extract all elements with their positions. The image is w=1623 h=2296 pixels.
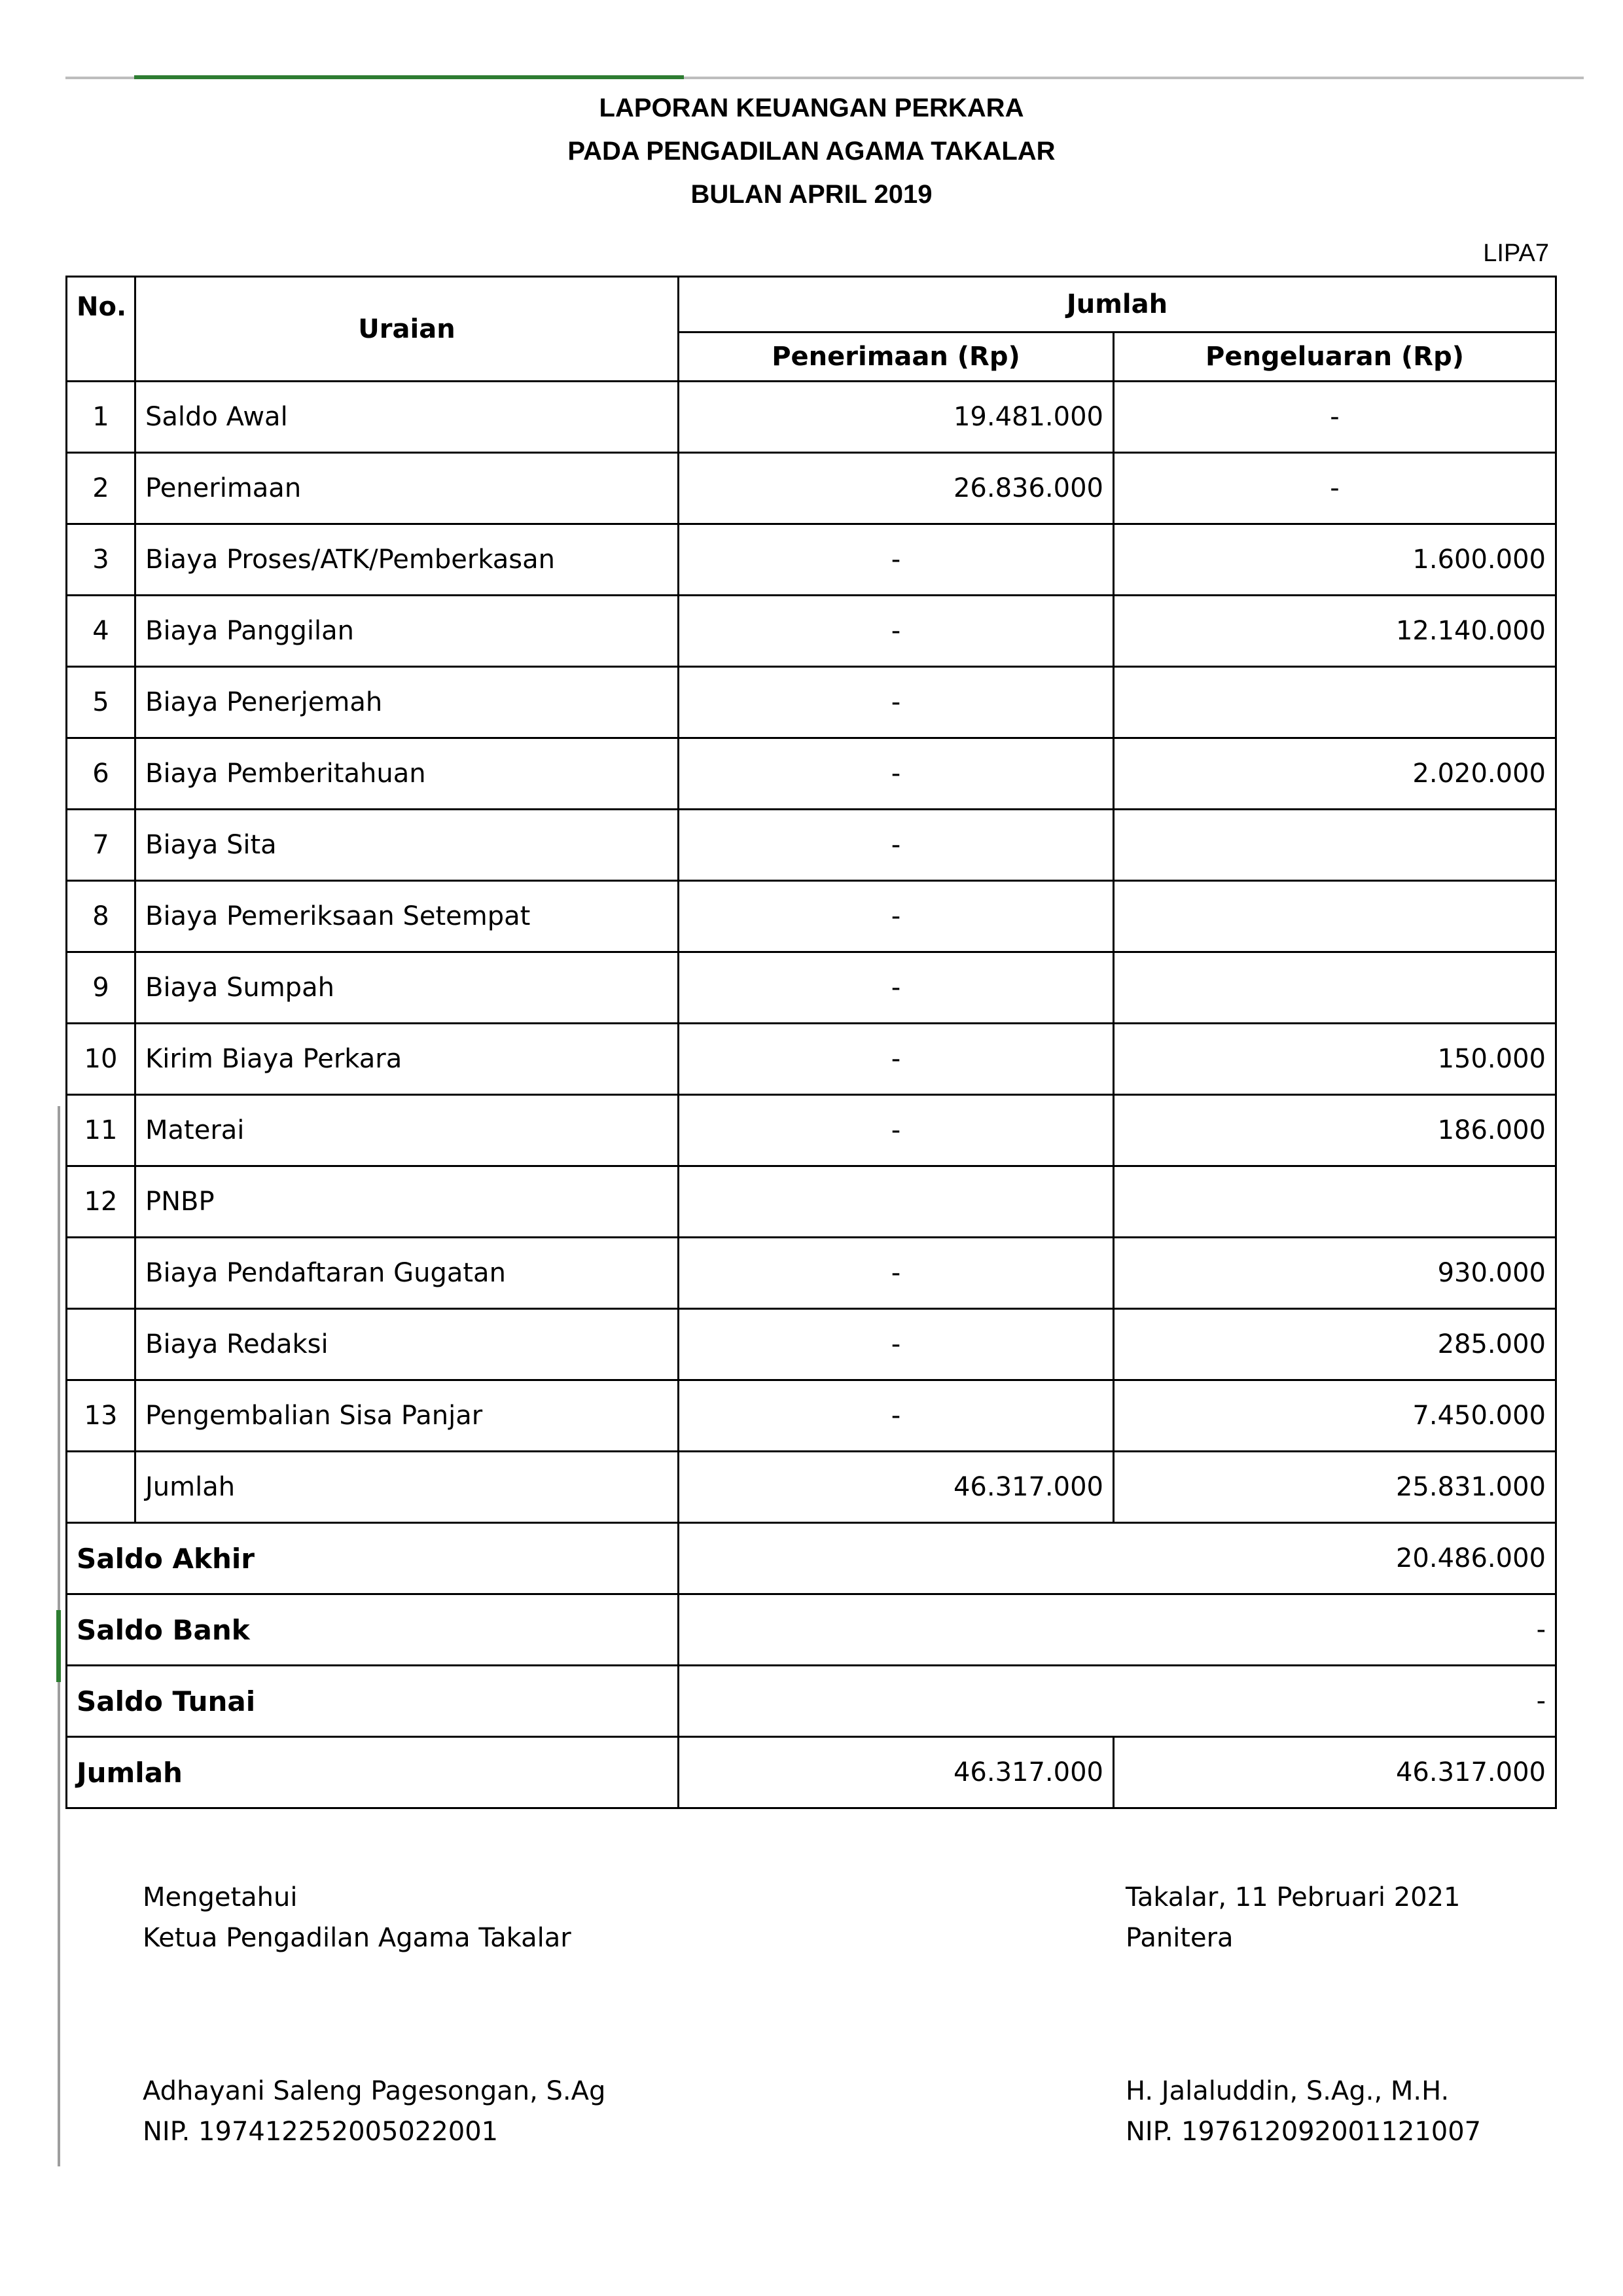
row-pengeluaran: 285.000 xyxy=(1114,1309,1556,1380)
row-penerimaan: - xyxy=(679,1380,1114,1452)
signature-left-block xyxy=(143,1877,571,1958)
row-no: 1 xyxy=(67,382,135,453)
row-no: 10 xyxy=(67,1024,135,1095)
signature-left-name-block xyxy=(143,2071,605,2152)
table-row xyxy=(67,524,1556,596)
row-penerimaan: - xyxy=(679,952,1114,1024)
signature-right-name: H. Jalaluddin, S.Ag., M.H. xyxy=(1126,2076,1450,2106)
row-pengeluaran xyxy=(1114,952,1556,1024)
table-row xyxy=(67,881,1556,952)
row-uraian: Biaya Sita xyxy=(135,810,679,881)
row-penerimaan: - xyxy=(679,596,1114,667)
report-code: LIPA7 xyxy=(1483,240,1549,267)
table-row xyxy=(67,810,1556,881)
row-pengeluaran: 1.600.000 xyxy=(1114,524,1556,596)
signature-left-name: Adhayani Saleng Pagesongan, S.Ag xyxy=(143,2076,606,2106)
report-subtitle: PADA PENGADILAN AGAMA TAKALAR xyxy=(567,137,1056,166)
row-penerimaan: - xyxy=(679,1095,1114,1166)
row-pengeluaran: 186.000 xyxy=(1114,1095,1556,1166)
row-pengeluaran: 2.020.000 xyxy=(1114,738,1556,810)
row-penerimaan xyxy=(679,1166,1114,1238)
saldo-akhir-value: 20.486.000 xyxy=(679,1523,1556,1594)
signature-right-date: Takalar, 11 Pebruari 2021 xyxy=(1126,1882,1461,1912)
row-penerimaan: - xyxy=(679,810,1114,881)
grand-total-pengeluaran: 46.317.000 xyxy=(1114,1737,1556,1808)
row-pengeluaran xyxy=(1114,881,1556,952)
header-no: No. xyxy=(67,277,135,382)
grand-total-row xyxy=(67,1737,1556,1808)
row-pengeluaran: 12.140.000 xyxy=(1114,596,1556,667)
header-uraian: Uraian xyxy=(135,277,679,382)
grand-total-penerimaan: 46.317.000 xyxy=(679,1737,1114,1808)
table-row xyxy=(67,596,1556,667)
saldo-tunai-label: Saldo Tunai xyxy=(67,1666,679,1737)
row-pengeluaran: - xyxy=(1114,382,1556,453)
row-uraian: Biaya Sumpah xyxy=(135,952,679,1024)
row-uraian: Biaya Pendaftaran Gugatan xyxy=(135,1238,679,1309)
row-pengeluaran: 150.000 xyxy=(1114,1024,1556,1095)
row-uraian: Saldo Awal xyxy=(135,382,679,453)
table-row xyxy=(67,1380,1556,1452)
table-row xyxy=(67,1452,1556,1523)
saldo-bank-label: Saldo Bank xyxy=(67,1594,679,1666)
signature-left-title: Ketua Pengadilan Agama Takalar xyxy=(143,1923,571,1953)
row-no: 9 xyxy=(67,952,135,1024)
saldo-akhir-label: Saldo Akhir xyxy=(67,1523,679,1594)
row-penerimaan: 46.317.000 xyxy=(679,1452,1114,1523)
signature-right-block xyxy=(1126,1877,1460,1958)
row-no: 11 xyxy=(67,1095,135,1166)
row-no xyxy=(67,1452,135,1523)
header-jumlah: Jumlah xyxy=(679,277,1556,332)
row-penerimaan: - xyxy=(679,1238,1114,1309)
row-no: 2 xyxy=(67,453,135,524)
table-row xyxy=(67,1166,1556,1238)
table-row xyxy=(67,1024,1556,1095)
row-uraian: Biaya Panggilan xyxy=(135,596,679,667)
signature-left-nip: NIP. 197412252005022001 xyxy=(143,2117,499,2147)
row-pengeluaran xyxy=(1114,810,1556,881)
row-uraian: Biaya Redaksi xyxy=(135,1309,679,1380)
saldo-tunai-value: - xyxy=(679,1666,1556,1737)
row-pengeluaran: - xyxy=(1114,453,1556,524)
row-no: 12 xyxy=(67,1166,135,1238)
signature-right-name-block xyxy=(1126,2071,1481,2152)
selected-row-marker xyxy=(56,1610,61,1682)
saldo-bank-row xyxy=(67,1594,1556,1666)
saldo-bank-value: - xyxy=(679,1594,1556,1666)
row-uraian: Biaya Pemberitahuan xyxy=(135,738,679,810)
row-pengeluaran xyxy=(1114,667,1556,738)
row-uraian: Biaya Proses/ATK/Pemberkasan xyxy=(135,524,679,596)
row-pengeluaran: 930.000 xyxy=(1114,1238,1556,1309)
row-uraian: Biaya Penerjemah xyxy=(135,667,679,738)
row-no xyxy=(67,1309,135,1380)
row-uraian: Pengembalian Sisa Panjar xyxy=(135,1380,679,1452)
row-no: 4 xyxy=(67,596,135,667)
row-penerimaan: - xyxy=(679,1309,1114,1380)
table-row xyxy=(67,1095,1556,1166)
row-no: 3 xyxy=(67,524,135,596)
row-uraian: Penerimaan xyxy=(135,453,679,524)
row-uraian: Jumlah xyxy=(135,1452,679,1523)
selected-cell-border xyxy=(134,75,684,79)
row-no xyxy=(67,1238,135,1309)
report-title: LAPORAN KEUANGAN PERKARA xyxy=(599,94,1024,122)
row-uraian: Biaya Pemeriksaan Setempat xyxy=(135,881,679,952)
grand-total-label: Jumlah xyxy=(67,1737,679,1808)
row-penerimaan: - xyxy=(679,524,1114,596)
signature-right-title: Panitera xyxy=(1126,1923,1234,1953)
row-no: 5 xyxy=(67,667,135,738)
row-no: 8 xyxy=(67,881,135,952)
row-penerimaan: - xyxy=(679,1024,1114,1095)
signature-right-nip: NIP. 197612092001121007 xyxy=(1126,2117,1482,2147)
row-no: 7 xyxy=(67,810,135,881)
report-period: BULAN APRIL 2019 xyxy=(690,180,933,209)
saldo-akhir-row xyxy=(67,1523,1556,1594)
table-row xyxy=(67,667,1556,738)
row-penerimaan: 19.481.000 xyxy=(679,382,1114,453)
row-uraian: Kirim Biaya Perkara xyxy=(135,1024,679,1095)
row-uraian: Materai xyxy=(135,1095,679,1166)
saldo-tunai-row xyxy=(67,1666,1556,1737)
table-row xyxy=(67,453,1556,524)
row-penerimaan: 26.836.000 xyxy=(679,453,1114,524)
row-pengeluaran: 25.831.000 xyxy=(1114,1452,1556,1523)
row-penerimaan: - xyxy=(679,881,1114,952)
row-no: 6 xyxy=(67,738,135,810)
table-row xyxy=(67,1309,1556,1380)
table-row xyxy=(67,1238,1556,1309)
table-row xyxy=(67,952,1556,1024)
row-no: 13 xyxy=(67,1380,135,1452)
row-pengeluaran xyxy=(1114,1166,1556,1238)
header-pengeluaran: Pengeluaran (Rp) xyxy=(1114,332,1556,382)
row-penerimaan: - xyxy=(679,667,1114,738)
row-pengeluaran: 7.450.000 xyxy=(1114,1380,1556,1452)
header-penerimaan: Penerimaan (Rp) xyxy=(679,332,1114,382)
table-row xyxy=(67,738,1556,810)
row-uraian: PNBP xyxy=(135,1166,679,1238)
row-penerimaan: - xyxy=(679,738,1114,810)
signature-left-caption: Mengetahui xyxy=(143,1882,298,1912)
table-row xyxy=(67,382,1556,453)
financial-report-table xyxy=(65,276,1557,1809)
